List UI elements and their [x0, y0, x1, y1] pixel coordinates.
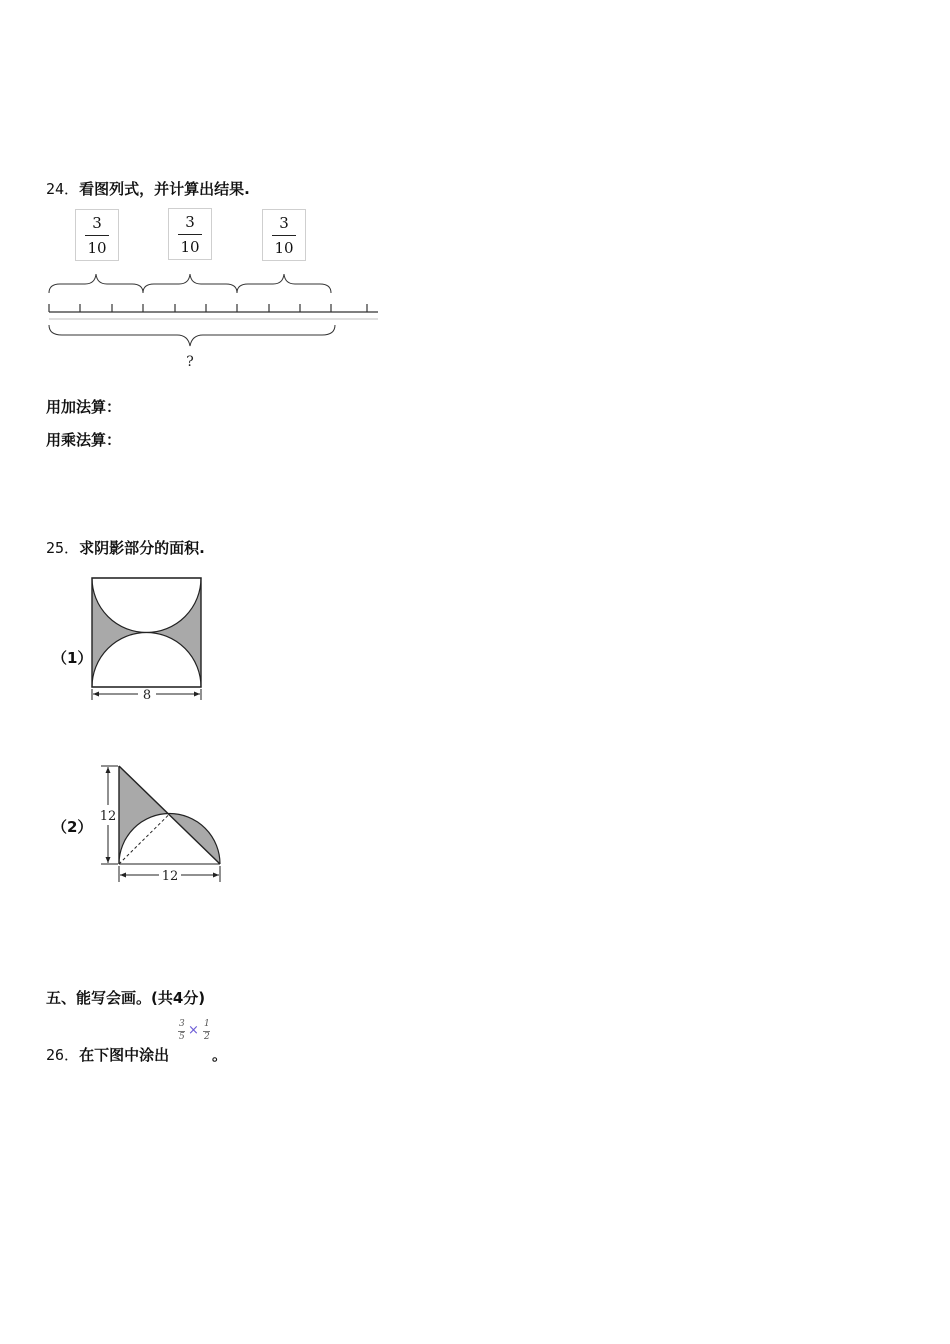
q26-expression — [177, 1018, 215, 1054]
top-brace-1 — [49, 274, 143, 293]
number-line-ticks — [49, 304, 367, 312]
top-brace-3 — [237, 274, 331, 293]
fraction-1-denominator: 10 — [87, 238, 107, 257]
fraction-3-denominator: 10 — [274, 238, 294, 257]
fraction-box-1 — [75, 209, 119, 261]
width-label: 12 — [161, 869, 179, 884]
q25-number: 25． — [46, 539, 80, 557]
fraction-bar — [178, 234, 202, 235]
arrow-right — [213, 873, 219, 878]
arrow-left — [120, 873, 126, 878]
fraction-3-numerator: 3 — [279, 213, 289, 232]
expr-b-denominator: 2 — [204, 1032, 210, 1042]
multiply-sign: × — [188, 1023, 199, 1038]
dimension-label: 8 — [142, 688, 152, 703]
arrow-down — [106, 857, 111, 863]
section5-title: 五、能写会画。(共4分) — [46, 989, 206, 1007]
q26-end: 。 — [212, 1046, 228, 1064]
q24-number: 24． — [46, 180, 80, 198]
arrow-right — [194, 692, 200, 697]
fig1-label: （1） — [52, 649, 93, 667]
expr-a-denominator: 5 — [179, 1032, 185, 1042]
expr-b-numerator: 1 — [204, 1019, 210, 1029]
addition-label: 用加法算： — [46, 398, 122, 416]
expr-a-numerator: 3 — [179, 1019, 185, 1029]
multiplication-label: 用乘法算： — [46, 431, 122, 449]
q25-title — [46, 537, 205, 558]
fraction-box-3 — [262, 209, 306, 261]
question-mark: ? — [186, 354, 194, 370]
fraction-2-denominator: 10 — [180, 237, 200, 256]
fraction-1-numerator: 3 — [92, 213, 102, 232]
q26-text: 在下图中涂出 — [79, 1046, 170, 1064]
fig2-label: （2） — [52, 818, 93, 836]
arrow-left — [93, 692, 99, 697]
fraction-bar — [272, 235, 296, 236]
bottom-brace — [49, 325, 335, 346]
fraction-box-2 — [168, 208, 212, 260]
figure-1-square-semicircles — [86, 572, 210, 706]
number-line-diagram — [40, 268, 385, 376]
q24-title — [46, 178, 250, 199]
q26-line — [46, 1044, 169, 1065]
arrow-up — [106, 767, 111, 773]
q26-number: 26． — [46, 1046, 80, 1064]
q25-text: 求阴影部分的面积. — [79, 539, 205, 557]
top-brace-2 — [143, 274, 237, 293]
fraction-2-numerator: 3 — [185, 212, 195, 231]
height-label: 12 — [99, 809, 117, 824]
fraction-bar — [85, 235, 109, 236]
q24-text: 看图列式，并计算出结果. — [79, 180, 250, 198]
figure-2-triangle-semicircle — [96, 758, 226, 888]
